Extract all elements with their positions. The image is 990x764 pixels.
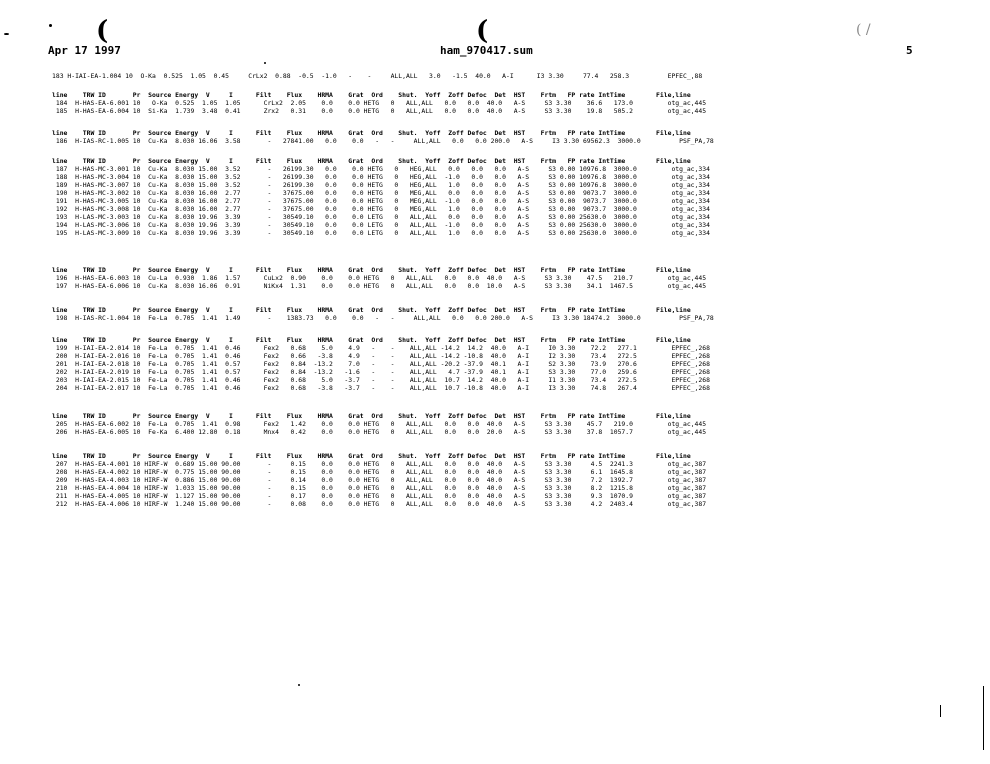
table-block (52, 336, 962, 392)
table-row: 203 H-IAI-EA-2.015 10 Fe-La 0.705 1.41 0.46 Fex2 0.68 5.0 -3.7 - - ALL,ALL 10.7 14.2 40.0 A-I I1 3.30 73.4 272.5 EPFEC_,268 (52, 376, 710, 384)
scan-speck (264, 62, 266, 64)
table-row: 199 H-IAI-EA-2.014 10 Fe-La 0.705 1.41 0.46 Fex2 0.68 5.0 4.9 - - ALL,ALL -14.2 14.2 40.0 A-I I0 3.30 72.2 277.1 EPFEC_,268 (52, 344, 710, 352)
table-header: line TRW ID Pr Source Energy V I Filt Flux HRMA Grat Ord Shut. Yoff Zoff Defoc Det HST Frtm FP rate IntTime File,line (52, 336, 691, 344)
table-row: 205 H-HAS-EA-6.002 10 Fe-La 0.705 1.41 0.98 Fex2 1.42 0.0 0.0 HETG 0 ALL,ALL 0.0 0.0 40.0 A-S S3 3.30 45.7 219.0 otg_ac,445 (52, 420, 707, 428)
table-header: line TRW ID Pr Source Energy V I Filt Flux HRMA Grat Ord Shut. Yoff Zoff Defoc Det HST Frtm FP rate IntTime File,line (52, 452, 691, 460)
table-block (52, 157, 962, 237)
hole-punch-mark-left: ( (96, 16, 109, 46)
table-row: 210 H-HAS-EA-4.004 10 HIRF-W 1.033 15.00 90.00 - 0.15 0.0 0.0 HETG 0 ALL,ALL 0.0 0.0 40.0 A-S S3 3.30 8.2 1215.8 otg_ac,387 (52, 484, 707, 492)
table-header: line TRW ID Pr Source Energy V I Filt Flux HRMA Grat Ord Shut. Yoff Zoff Defoc Det HST Frtm FP rate IntTime File,line (52, 129, 691, 137)
table-header: line TRW ID Pr Source Energy V I Filt Flux HRMA Grat Ord Shut. Yoff Zoff Defoc Det HST Frtm FP rate IntTime File,line (52, 412, 691, 420)
table-header: line TRW ID Pr Source Energy V I Filt Flux HRMA Grat Ord Shut. Yoff Zoff Defoc Det HST Frtm FP rate IntTime File,line (52, 157, 691, 165)
table-row: 208 H-HAS-EA-4.002 10 HIRF-W 0.775 15.00 90.00 - 0.15 0.0 0.0 HETG 0 ALL,ALL 0.0 0.0 40.0 A-S S3 3.30 6.1 1645.8 otg_ac,387 (52, 468, 707, 476)
table-block (52, 306, 962, 322)
hole-punch-mark-center: ( (476, 16, 489, 46)
table-block (52, 91, 962, 115)
table-row: 185 H-HAS-EA-6.004 10 Si-Ka 1.739 3.48 0.41 Zrx2 0.31 0.0 0.0 HETG 0 ALL,ALL 0.0 0.0 40.0 A-S S3 3.30 19.8 505.2 otg_ac,445 (52, 107, 707, 115)
table-block (52, 412, 962, 436)
table-row: 212 H-HAS-EA-4.006 10 HIRF-W 1.240 15.00 90.00 - 0.08 0.0 0.0 HETG 0 ALL,ALL 0.0 0.0 40.0 A-S S3 3.30 4.2 2403.4 otg_ac,387 (52, 500, 707, 508)
table-row: 186 H-IAS-RC-1.005 10 Cu-Ka 8.030 16.06 3.58 - 27841.00 0.0 0.0 - - ALL,ALL 0.0 0.0 200.0 A-S I3 3.30 69562.3 3000.0 PSF_PA,78 (52, 137, 714, 145)
table-row: 187 H-HAS-MC-3.001 10 Cu-Ka 8.030 15.00 3.52 - 26199.30 0.0 0.0 HETG 0 HEG,ALL 0.0 0.0 0.0 A-S S3 0.00 10976.8 3000.0 otg_ac,334 (52, 165, 710, 173)
table-row: 192 H-HAS-MC-3.008 10 Cu-Ka 8.030 16.00 2.77 - 37675.00 0.0 0.0 HETG 0 MEG,ALL 1.0 0.0 0.0 A-S S3 0.00 9073.7 3000.0 otg_ac,334 (52, 205, 710, 213)
page-edge-mark (983, 686, 984, 750)
table-row: 195 H-LAS-MC-3.009 10 Cu-Ka 8.030 19.96 3.39 - 30549.10 0.0 0.0 LETG 0 ALL,ALL 1.0 0.0 0.0 A-S S3 0.00 25630.0 3000.0 otg_ac,334 (52, 229, 710, 237)
table-row: 194 H-LAS-MC-3.006 10 Cu-Ka 8.030 19.96 3.39 - 30549.10 0.0 0.0 LETG 0 ALL,ALL -1.0 0.0 0.0 A-S S3 0.00 25630.0 3000.0 otg_ac,334 (52, 221, 710, 229)
table-block (52, 266, 962, 290)
page-number: 5 (906, 44, 913, 57)
table-row: 206 H-HAS-EA-6.005 10 Fe-Ka 6.400 12.80 0.18 Mnx4 0.42 0.0 0.0 HETG 0 ALL,ALL 0.0 0.0 20.0 A-S S3 3.30 37.8 1057.7 otg_ac,445 (52, 428, 707, 436)
table-row: 200 H-IAI-EA-2.016 10 Fe-La 0.705 1.41 0.46 Fex2 0.66 -3.8 4.9 - - ALL,ALL -14.2 -10.8 40.0 A-I I2 3.30 73.4 272.5 EPFEC_,268 (52, 352, 710, 360)
table-row: 207 H-HAS-EA-4.001 10 HIRF-W 0.689 15.00 90.00 - 0.15 0.0 0.0 HETG 0 ALL,ALL 0.0 0.0 40.0 A-S S3 3.30 4.5 2241.3 otg_ac,387 (52, 460, 707, 468)
page-edge-mark (940, 705, 941, 717)
table-header: line TRW ID Pr Source Energy V I Filt Flux HRMA Grat Ord Shut. Yoff Zoff Defoc Det HST Frtm FP rate IntTime File,line (52, 91, 691, 99)
scan-speck (49, 24, 52, 27)
table-block (52, 452, 962, 508)
scan-speck (298, 684, 300, 686)
table-row: 198 H-IAS-RC-1.004 10 Fe-La 0.705 1.41 1.49 - 1383.73 0.0 0.0 - - ALL,ALL 0.0 0.0 200.0 A-S I3 3.30 18474.2 3000.0 PSF_PA,78 (52, 314, 714, 322)
table-row: 196 H-HAS-EA-6.003 10 Cu-La 0.930 1.86 1.57 CuLx2 0.90 0.0 0.0 HETG 0 ALL,ALL 0.0 0.0 40.0 A-S S3 3.30 47.5 210.7 otg_ac,445 (52, 274, 707, 282)
table-row: 191 H-HAS-MC-3.005 10 Cu-Ka 8.030 16.00 2.77 - 37675.00 0.0 0.0 HETG 0 MEG,ALL -1.0 0.0 0.0 A-S S3 0.00 9073.7 3000.0 otg_ac,334 (52, 197, 710, 205)
table-row: 188 H-HAS-MC-3.004 10 Cu-Ka 8.030 15.00 3.52 - 26199.30 0.0 0.0 HETG 0 HEG,ALL -1.0 0.0 0.0 A-S S3 0.00 10976.8 3000.0 otg_ac,334 (52, 173, 710, 181)
table-row: 197 H-HAS-EA-6.006 10 Cu-Ka 8.030 16.06 0.91 NiKx4 1.31 0.0 0.0 HETG 0 ALL,ALL 0.0 0.0 10.0 A-S S3 3.30 34.1 1467.5 otg_ac,445 (52, 282, 707, 290)
table-row: 190 H-HAS-MC-3.002 10 Cu-Ka 8.030 16.00 2.77 - 37675.00 0.0 0.0 HETG 0 MEG,ALL 0.0 0.0 0.0 A-S S3 0.00 9073.7 3000.0 otg_ac,334 (52, 189, 710, 197)
report-filename: ham_970417.sum (440, 44, 533, 57)
scan-speck (4, 33, 9, 35)
table-row: 209 H-HAS-EA-4.003 10 HIRF-W 0.886 15.00 90.00 - 0.14 0.0 0.0 HETG 0 ALL,ALL 0.0 0.0 40.0 A-S S3 3.30 7.2 1392.7 otg_ac,387 (52, 476, 707, 484)
table-header: line TRW ID Pr Source Energy V I Filt Flux HRMA Grat Ord Shut. Yoff Zoff Defoc Det HST Frtm FP rate IntTime File,line (52, 306, 691, 314)
table-row: 211 H-HAS-EA-4.005 10 HIRF-W 1.127 15.00 90.00 - 0.17 0.0 0.0 HETG 0 ALL,ALL 0.0 0.0 40.0 A-S S3 3.30 9.3 1070.9 otg_ac,387 (52, 492, 707, 500)
report-date: Apr 17 1997 (48, 44, 121, 57)
table-block (52, 72, 962, 80)
hole-punch-mark-right: ( / (856, 22, 871, 38)
table-block (52, 129, 962, 145)
table-row: 201 H-IAI-EA-2.018 10 Fe-La 0.705 1.41 0.57 Fex2 0.84 -13.2 7.0 - - ALL,ALL -20.2 -37.9 40.1 A-I S2 3.30 73.9 270.6 EPFEC_,268 (52, 360, 710, 368)
table-row: 189 H-HAS-MC-3.007 10 Cu-Ka 8.030 15.00 3.52 - 26199.30 0.0 0.0 HETG 0 HEG,ALL 1.0 0.0 0.0 A-S S3 0.00 10976.8 3000.0 otg_ac,334 (52, 181, 710, 189)
table-row: 202 H-IAI-EA-2.019 10 Fe-La 0.705 1.41 0.57 Fex2 0.84 -13.2 -1.6 - - ALL,ALL 4.7 -37.9 40.1 A-I S3 3.30 77.0 259.6 EPFEC_,268 (52, 368, 710, 376)
table-row: 204 H-IAI-EA-2.017 10 Fe-La 0.705 1.41 0.46 Fex2 0.68 -3.8 -3.7 - - ALL,ALL 10.7 -10.8 40.0 A-I I3 3.30 74.8 267.4 EPFEC_,268 (52, 384, 710, 392)
table-row: 183 H-IAI-EA-1.004 10 O-Ka 0.525 1.05 0.45 CrLx2 0.88 -0.5 -1.0 - - ALL,ALL 3.0 -1.5 40.0 A-I I3 3.30 77.4 258.3 EPFEC_,88 (52, 72, 703, 80)
table-row: 193 H-LAS-MC-3.003 10 Cu-Ka 8.030 19.96 3.39 - 30549.10 0.0 0.0 LETG 0 ALL,ALL 0.0 0.0 0.0 A-S S3 0.00 25630.0 3000.0 otg_ac,334 (52, 213, 710, 221)
table-row: 184 H-HAS-EA-6.001 10 O-Ka 0.525 1.05 1.05 CrLx2 2.05 0.0 0.0 HETG 0 ALL,ALL 0.0 0.0 40.0 A-S S3 3.30 36.6 173.0 otg_ac,445 (52, 99, 707, 107)
table-header: line TRW ID Pr Source Energy V I Filt Flux HRMA Grat Ord Shut. Yoff Zoff Defoc Det HST Frtm FP rate IntTime File,line (52, 266, 691, 274)
